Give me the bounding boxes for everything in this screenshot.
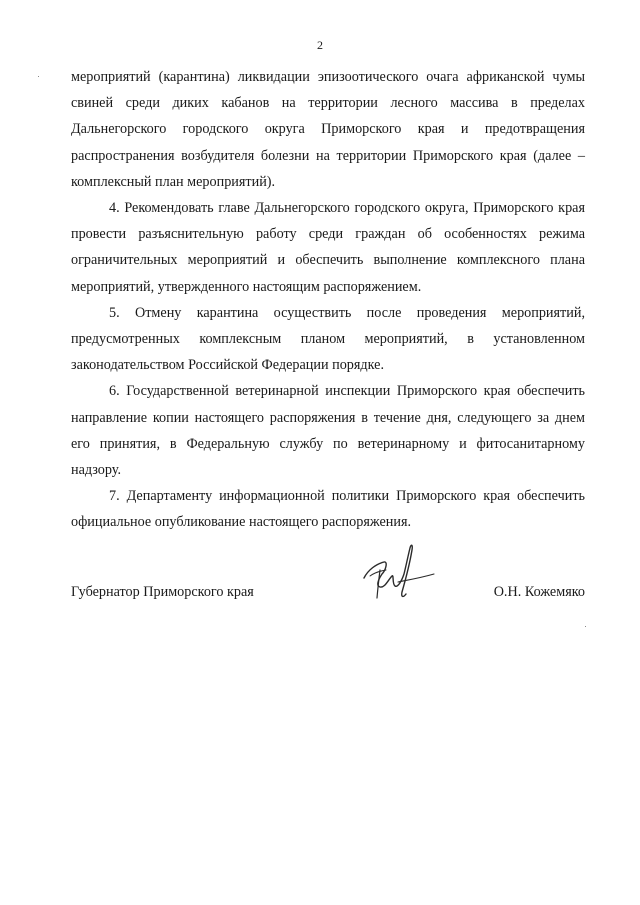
scan-artifact: [585, 626, 586, 627]
page-number: 2: [317, 38, 323, 52]
paragraph-item-4: 4. Рекомендовать главе Дальнегорского городского округа, Приморского края провести разъяснительную работу среди граждан об особенностях режима ограничительных мероприятий и обеспечить выполнение комплексного плана мероприятий, утвержденного настоящим распоряжением.: [71, 200, 585, 295]
document-body: [71, 64, 585, 536]
signatory-position: Губернатор Приморского края: [71, 584, 254, 600]
scan-artifact: [38, 76, 39, 77]
paragraph-item-7: 7. Департаменту информационной политики Приморского края обеспечить официальное опубликование настоящего распоряжения.: [71, 488, 585, 531]
paragraph-continuation: мероприятий (карантина) ликвидации эпизоотического очага африканской чумы свиней среди диких кабанов на территории лесного массива в пределах Дальнегорского городского округа Приморского края и предотвращения распространения возбудителя болезни на территории Приморского края (далее – комплексный план мероприятий).: [71, 69, 585, 190]
signatory-name: О.Н. Кожемяко: [493, 584, 585, 600]
paragraph-item-6: 6. Государственной ветеринарной инспекции Приморского края обеспечить направление копии настоящего распоряжения в течение дня, следующего за днем его принятия, в Федеральную службу по ветеринарному и фитосанитарному надзору.: [71, 383, 585, 479]
signature-block: [71, 582, 585, 602]
paragraph-item-5: 5. Отмену карантина осуществить после проведения мероприятий, предусмотренных комплексным планом мероприятий, в установленном законодательством Российской Федерации порядке.: [71, 304, 585, 374]
